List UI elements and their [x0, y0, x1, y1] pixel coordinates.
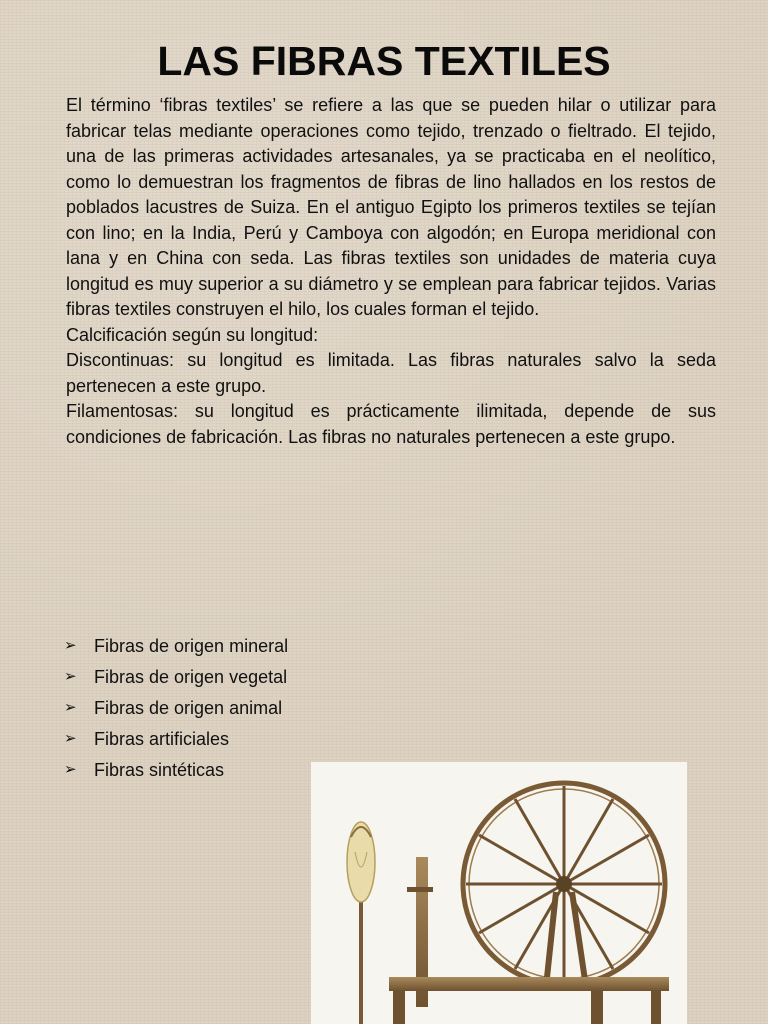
list-item-label: Fibras sintéticas — [94, 759, 225, 780]
intro-before: El término ‘ — [66, 95, 164, 115]
list-item-label: Fibras artificiales — [94, 728, 230, 749]
intro-after: ’ se refiere a las que se pueden hilar o utilizar para fabricar telas mediante operaciones como tejido, trenzado o fieltrado. El tejido, una de las primeras actividades artesanales, ya se practicaba en el neolítico, como lo demuestran los fragmentos de fibras de lino hallados en los restos de poblados lacustres de Suiza. En el antiguo Egipto los primeros textiles se tejían con lino; en la India, Perú y Camboya con algodón; en Europa meridional con lana y en China con seda. Las fibras textiles son unidades de materia cuya longitud es muy superior a su diámetro y se emplean para fabricar tejidos. Varias fibras textiles construyen el hilo, los cuales forman el tejido. — [66, 95, 716, 319]
list-item — [64, 630, 288, 661]
classification-heading: Calcificación según su longitud: — [66, 324, 319, 345]
arrow-bullet-icon: ➢ — [64, 636, 77, 654]
list-item — [64, 723, 288, 754]
list-item — [64, 754, 288, 785]
intro-term: fibras textiles — [163, 95, 273, 115]
intro-paragraph — [66, 93, 716, 323]
body-text — [66, 93, 716, 450]
wheel — [463, 783, 665, 985]
discontinuous-paragraph: Discontinuas: su longitud es limitada. Las fibras naturales salvo la seda pertenecen a este grupo. — [66, 350, 716, 396]
list-item — [64, 692, 288, 723]
spinning-wheel-illustration — [311, 762, 687, 1024]
arrow-bullet-icon: ➢ — [64, 760, 77, 778]
filament-paragraph: Filamentosas: su longitud es prácticamente ilimitada, depende de sus condiciones de fabricación. Las fibras no naturales pertenecen a este grupo. — [66, 401, 716, 447]
list-item-label: Fibras de origen animal — [94, 697, 283, 718]
arrow-bullet-icon: ➢ — [64, 729, 77, 747]
arrow-bullet-icon: ➢ — [64, 667, 77, 685]
list-item — [64, 661, 288, 692]
list-item-label: Fibras de origen mineral — [94, 635, 289, 656]
spinning-wheel-photo — [311, 762, 687, 1024]
page-title: LAS FIBRAS TEXTILES — [157, 38, 611, 84]
arrow-bullet-icon: ➢ — [64, 698, 77, 716]
list-item-label: Fibras de origen vegetal — [94, 666, 288, 687]
fiber-types-list — [64, 630, 288, 785]
